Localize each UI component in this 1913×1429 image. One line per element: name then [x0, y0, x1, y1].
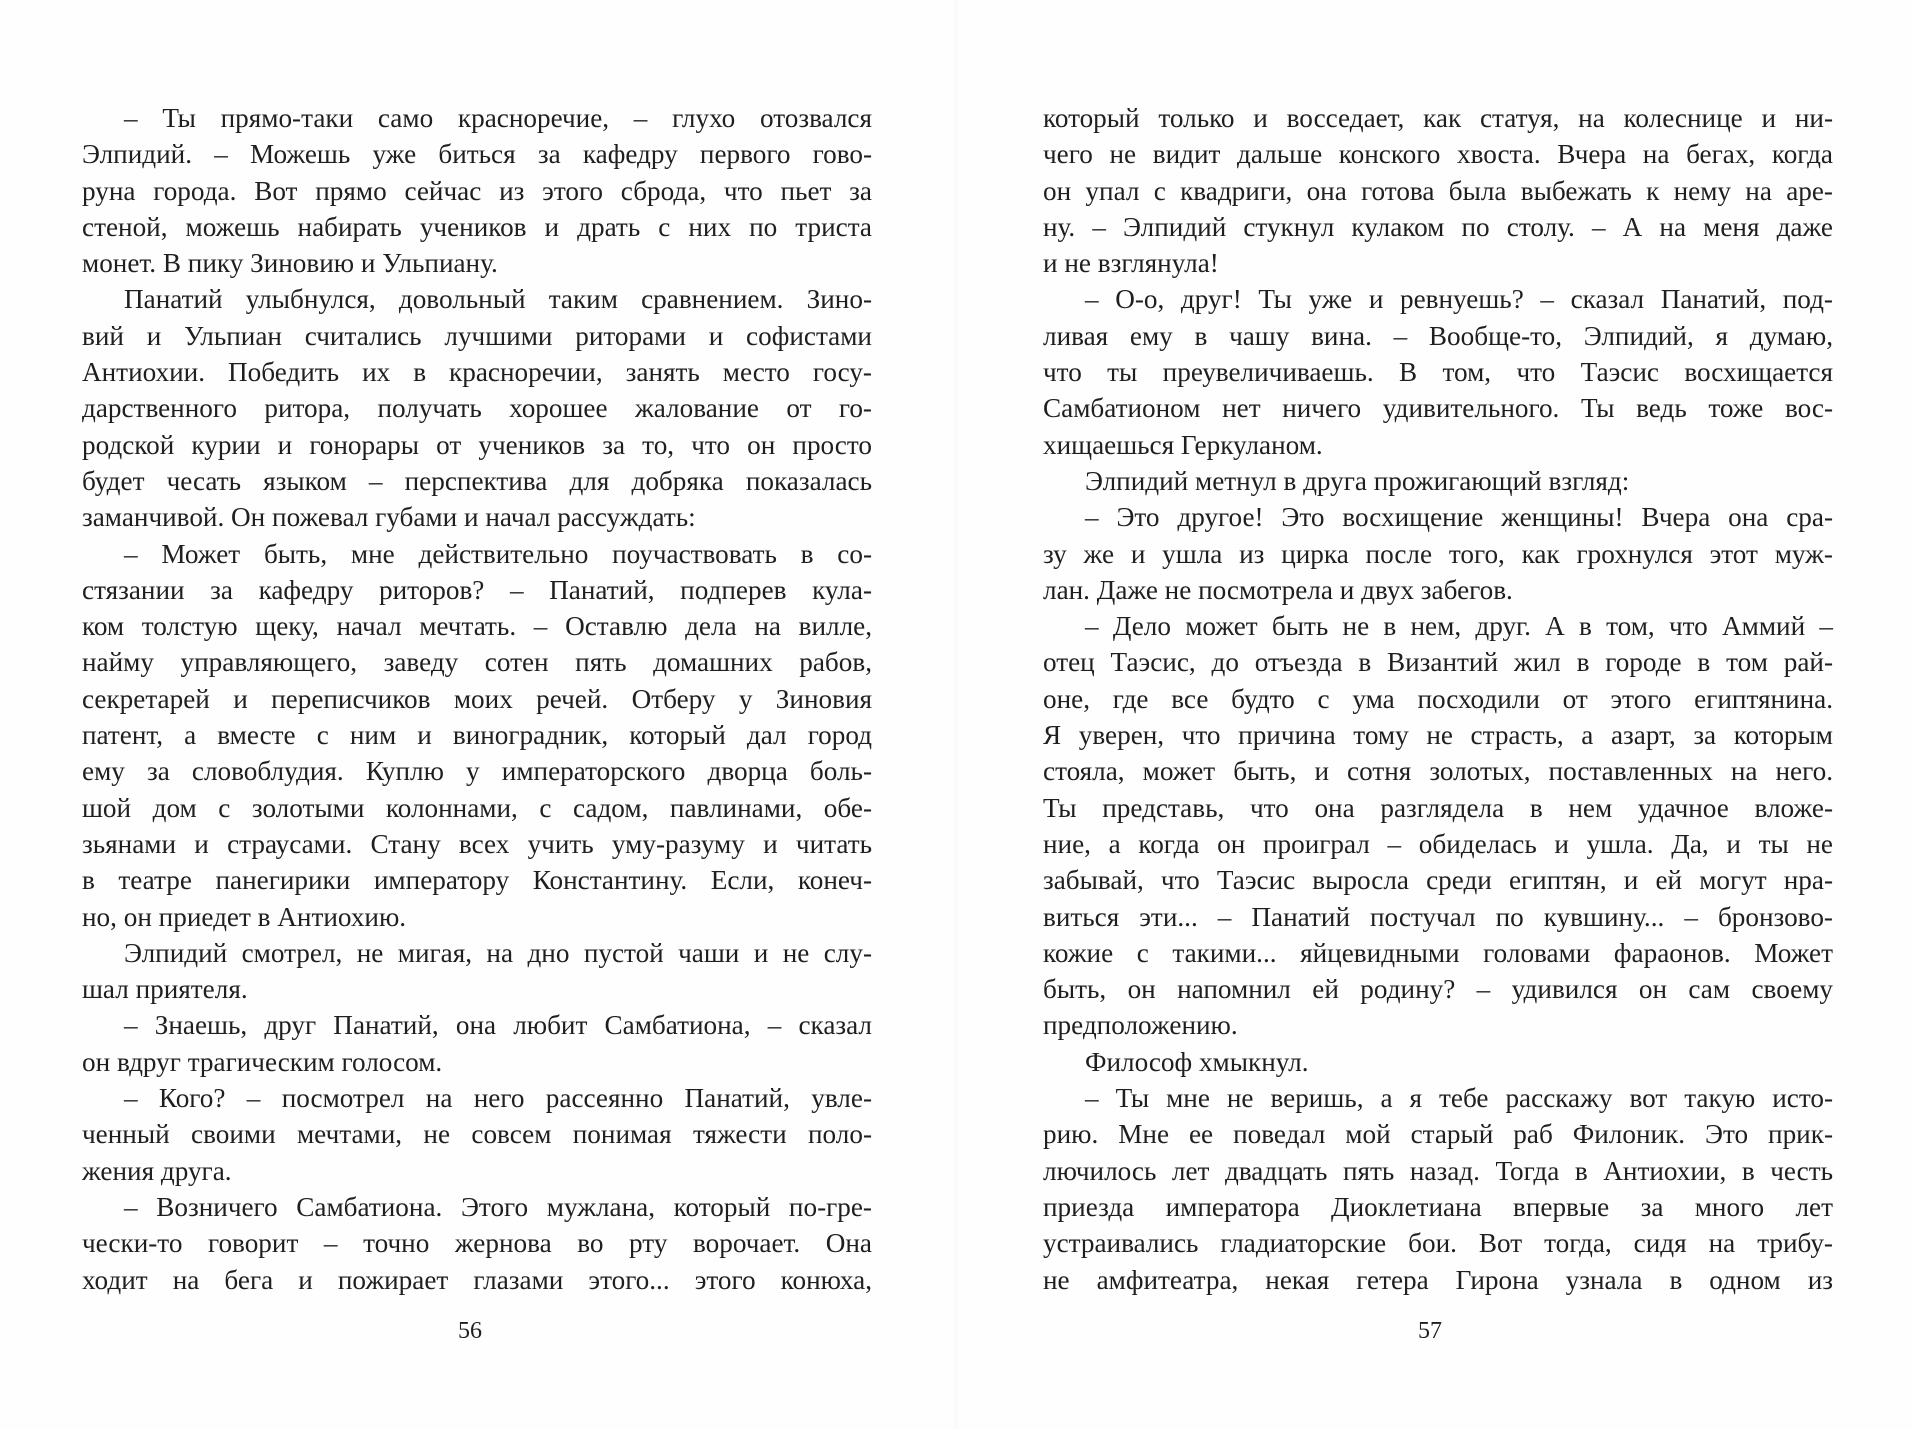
text-line: приезда императора Диоклетиана впервые за много лет — [1043, 1191, 1833, 1222]
text-line: что ты преувеличиваешь. В том, что Таэсис восхищается — [1043, 357, 1833, 388]
text-line: но, он приедет в Антиохию. — [82, 901, 407, 932]
text-line: рию. Мне ее поведал мой старый раб Филоник. Это прик- — [1043, 1119, 1833, 1150]
text-line: родской курии и гонорары от учеников за то, что он просто — [82, 429, 872, 460]
text-line: ние, а когда он проиграл – обиделась и ушла. Да, и ты не — [1043, 828, 1833, 859]
text-line: – Кого? – посмотрел на него рассеянно Панатий, увле- — [124, 1083, 872, 1114]
text-line: – О-о, друг! Ты уже и ревнуешь? – сказал Панатий, под- — [1085, 284, 1833, 315]
text-line: шой дом с золотыми колоннами, с садом, павлинами, обе- — [82, 792, 872, 823]
text-line: стязании за кафедру риторов? – Панатий, подперев кула- — [82, 574, 872, 605]
text-line: ему за словоблудия. Куплю у императорского дворца боль- — [82, 756, 872, 787]
text-line: он вдруг трагическим голосом. — [82, 1046, 443, 1077]
page-gutter — [952, 0, 960, 1429]
text-line: монет. В пику Зиновию и Ульпиану. — [82, 248, 498, 279]
text-line: забывай, что Таэсис выросла среди египтян, и ей могут нра- — [1043, 865, 1833, 896]
text-line: заманчивой. Он пожевал губами и начал рассуждать: — [82, 502, 696, 533]
text-line: Философ хмыкнул. — [1085, 1046, 1309, 1077]
text-line: стеной, можешь набирать учеников и драть с них по триста — [82, 211, 872, 242]
text-line: будет чесать языком – перспектива для добряка показалась — [82, 465, 872, 496]
text-line: Я уверен, что причина тому не страсть, а азарт, за которым — [1043, 720, 1833, 751]
text-line: Элпидий смотрел, не мигая, на дно пустой чаши и не слу- — [124, 937, 872, 968]
text-line: чего не видит дальше конского хвоста. Вчера на бегах, когда — [1043, 139, 1833, 170]
text-line: хищаешься Геркуланом. — [1043, 429, 1323, 460]
text-line: лан. Даже не посмотрела и двух забегов. — [1043, 574, 1513, 605]
left-page-number: 56 — [458, 1318, 482, 1344]
text-line: и не взглянула! — [1043, 248, 1219, 279]
text-line: ком толстую щеку, начал мечтать. – Оставлю дела на вилле, — [82, 611, 872, 642]
text-line: шал приятеля. — [82, 974, 248, 1005]
text-line: – Это другое! Это восхищение женщины! Вчера она сра- — [1085, 502, 1833, 533]
text-line: дарственного ритора, получать хорошее жалование от го- — [82, 393, 872, 424]
right-page-number: 57 — [1418, 1318, 1442, 1344]
text-line: Ты представь, что она разглядела в нем удачное вложе- — [1043, 792, 1833, 823]
text-line: – Ты мне не веришь, а я тебе расскажу вот такую исто- — [1085, 1083, 1833, 1114]
text-line: Антиохии. Победить их в красноречии, занять место госу- — [82, 357, 872, 388]
text-line: Самбатионом нет ничего удивительного. Ты ведь тоже вос- — [1043, 393, 1833, 424]
text-line: секретарей и переписчиков моих речей. Отберу у Зиновия — [82, 683, 872, 714]
text-line: отец Таэсис, до отъезда в Византий жил в городе в том рай- — [1043, 647, 1833, 678]
text-line: предположению. — [1043, 1010, 1238, 1041]
text-line: зу же и ушла из цирка после того, как грохнулся этот муж- — [1043, 538, 1833, 569]
text-line: он упал с квадриги, она готова была выбежать к нему на аре- — [1043, 175, 1833, 206]
text-line: Элпидий метнул в друга прожигающий взгляд: — [1085, 465, 1630, 496]
text-line: – Знаешь, друг Панатий, она любит Самбатиона, – сказал — [124, 1010, 872, 1041]
text-line: Панатий улыбнулся, довольный таким сравнением. Зино- — [124, 284, 872, 315]
text-line: в театре панегирики императору Константину. Если, конеч- — [82, 865, 872, 896]
text-line: ходит на бега и пожирает глазами этого... этого конюха, — [82, 1264, 872, 1295]
text-line: виться эти... – Панатий постучал по кувшину... – бронзово- — [1043, 901, 1833, 932]
text-line: не амфитеатра, некая гетера Гирона узнала в одном из — [1043, 1264, 1833, 1295]
text-line: патент, а вместе с ним и виноградник, который дал город — [82, 720, 872, 751]
text-line: лючилось лет двадцать пять назад. Тогда в Антиохии, в честь — [1043, 1155, 1833, 1186]
text-line: кожие с такими... яйцевидными головами фараонов. Может — [1043, 937, 1833, 968]
text-line: ченный своими мечтами, не совсем понимая тяжести поло- — [82, 1119, 872, 1150]
text-line: – Возничего Самбатиона. Этого мужлана, который по-гре- — [124, 1191, 872, 1222]
text-line: ливая ему в чашу вина. – Вообще-то, Элпидий, я думаю, — [1043, 320, 1833, 351]
text-line: вий и Ульпиан считались лучшими риторами и софистами — [82, 320, 872, 351]
text-line: ну. – Элпидий стукнул кулаком по столу. – А на меня даже — [1043, 211, 1833, 242]
text-line: найму управляющего, заведу сотен пять домашних рабов, — [82, 647, 872, 678]
text-line: жения друга. — [82, 1155, 232, 1186]
text-line: чески-то говорит – точно жернова во рту ворочает. Она — [82, 1228, 872, 1259]
left-page — [82, 100, 872, 1298]
text-line: Элпидий. – Можешь уже биться за кафедру первого гово- — [82, 139, 872, 170]
right-page — [1043, 100, 1833, 1298]
text-line: устраивались гладиаторские бои. Вот тогда, сидя на трибу- — [1043, 1228, 1833, 1259]
text-line: – Дело может быть не в нем, друг. А в том, что Аммий – — [1085, 611, 1833, 642]
text-line: зьянами и страусами. Стану всех учить уму-разуму и читать — [82, 828, 872, 859]
text-line: оне, где все будто с ума посходили от этого египтянина. — [1043, 683, 1833, 714]
text-line: руна города. Вот прямо сейчас из этого сброда, что пьет за — [82, 175, 872, 206]
text-line: который только и восседает, как статуя, на колеснице и ни- — [1043, 103, 1833, 133]
text-line: стояла, может быть, и сотня золотых, поставленных на него. — [1043, 756, 1833, 787]
text-line: – Может быть, мне действительно поучаствовать в со- — [124, 538, 872, 569]
text-line: быть, он напомнил ей родину? – удивился он сам своему — [1043, 974, 1833, 1005]
text-line: – Ты прямо-таки само красноречие, – глухо отозвался — [124, 103, 872, 133]
